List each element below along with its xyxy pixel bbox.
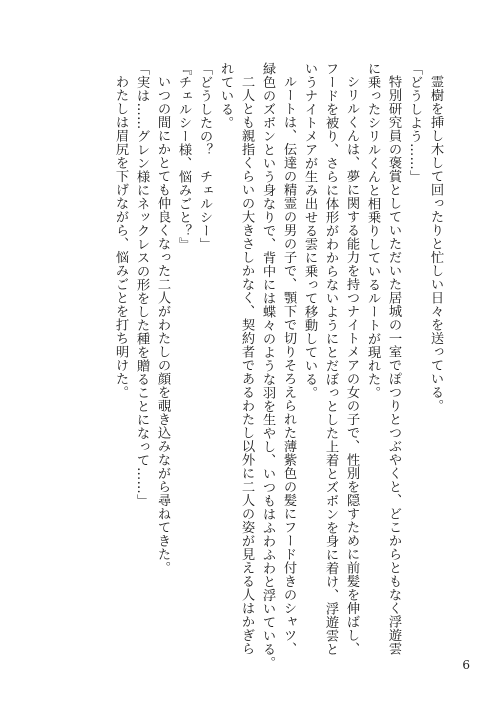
- text-line: シリルくんは、夢に関する能力を持つナイトメアの女の子で、性別を隠すために前髪を伸ばし、: [344, 75, 359, 656]
- text-line: 「実は……グレン様にネックレスの形をした種を贈ることになって……」: [134, 62, 149, 508]
- body-text: [46, 62, 446, 670]
- text-line: 緑色のズボンという身なりで、背中には蝶々のような羽を生やし、いつもはふわふわと浮いている。: [260, 62, 275, 670]
- text-line: わたしは眉尻を下げながら、悩みごとを打ち明けた。: [113, 75, 128, 400]
- text-line: れている。: [218, 62, 233, 130]
- text-line: に乗ったシリルくんと相乗りしているルートが現れた。: [365, 62, 380, 400]
- text-line: いうナイトメアが生み出せる雲に乗って移動している。: [302, 62, 317, 400]
- text-line: いつの間にかとても仲良くなった二人がわたしの顔を覗き込みながら尋ねてきた。: [155, 75, 170, 575]
- text-line: 特別研究員の褒賞としていただいた居城の一室でぽつりとつぶやくと、どこからともなく浮遊雲: [386, 75, 401, 656]
- text-line: ルートは、伝達の精霊の男の子で、顎下で切りそろえられた薄紫色の髪にフード付きのシャツ、: [281, 75, 296, 656]
- text-line: フードを被り、さらに体形がわからないようにとだぼっとした上着とズボンを身に着け、浮遊雲と: [323, 62, 338, 656]
- text-line: 『チェルシー様、悩みごと？』: [176, 62, 191, 251]
- text-line: 「どうしたの？ チェルシー」: [197, 62, 212, 251]
- text-line: 「どうしよう……」: [407, 62, 422, 184]
- page-number: 6: [462, 658, 470, 672]
- text-line: 二人とも親指くらいの大きさしかなく、契約者であるわたし以外に二人の姿が見える人はかぎら: [239, 75, 254, 656]
- text-line: 霊樹を挿し木して回ったりと忙しい日々を送っている。: [428, 75, 443, 413]
